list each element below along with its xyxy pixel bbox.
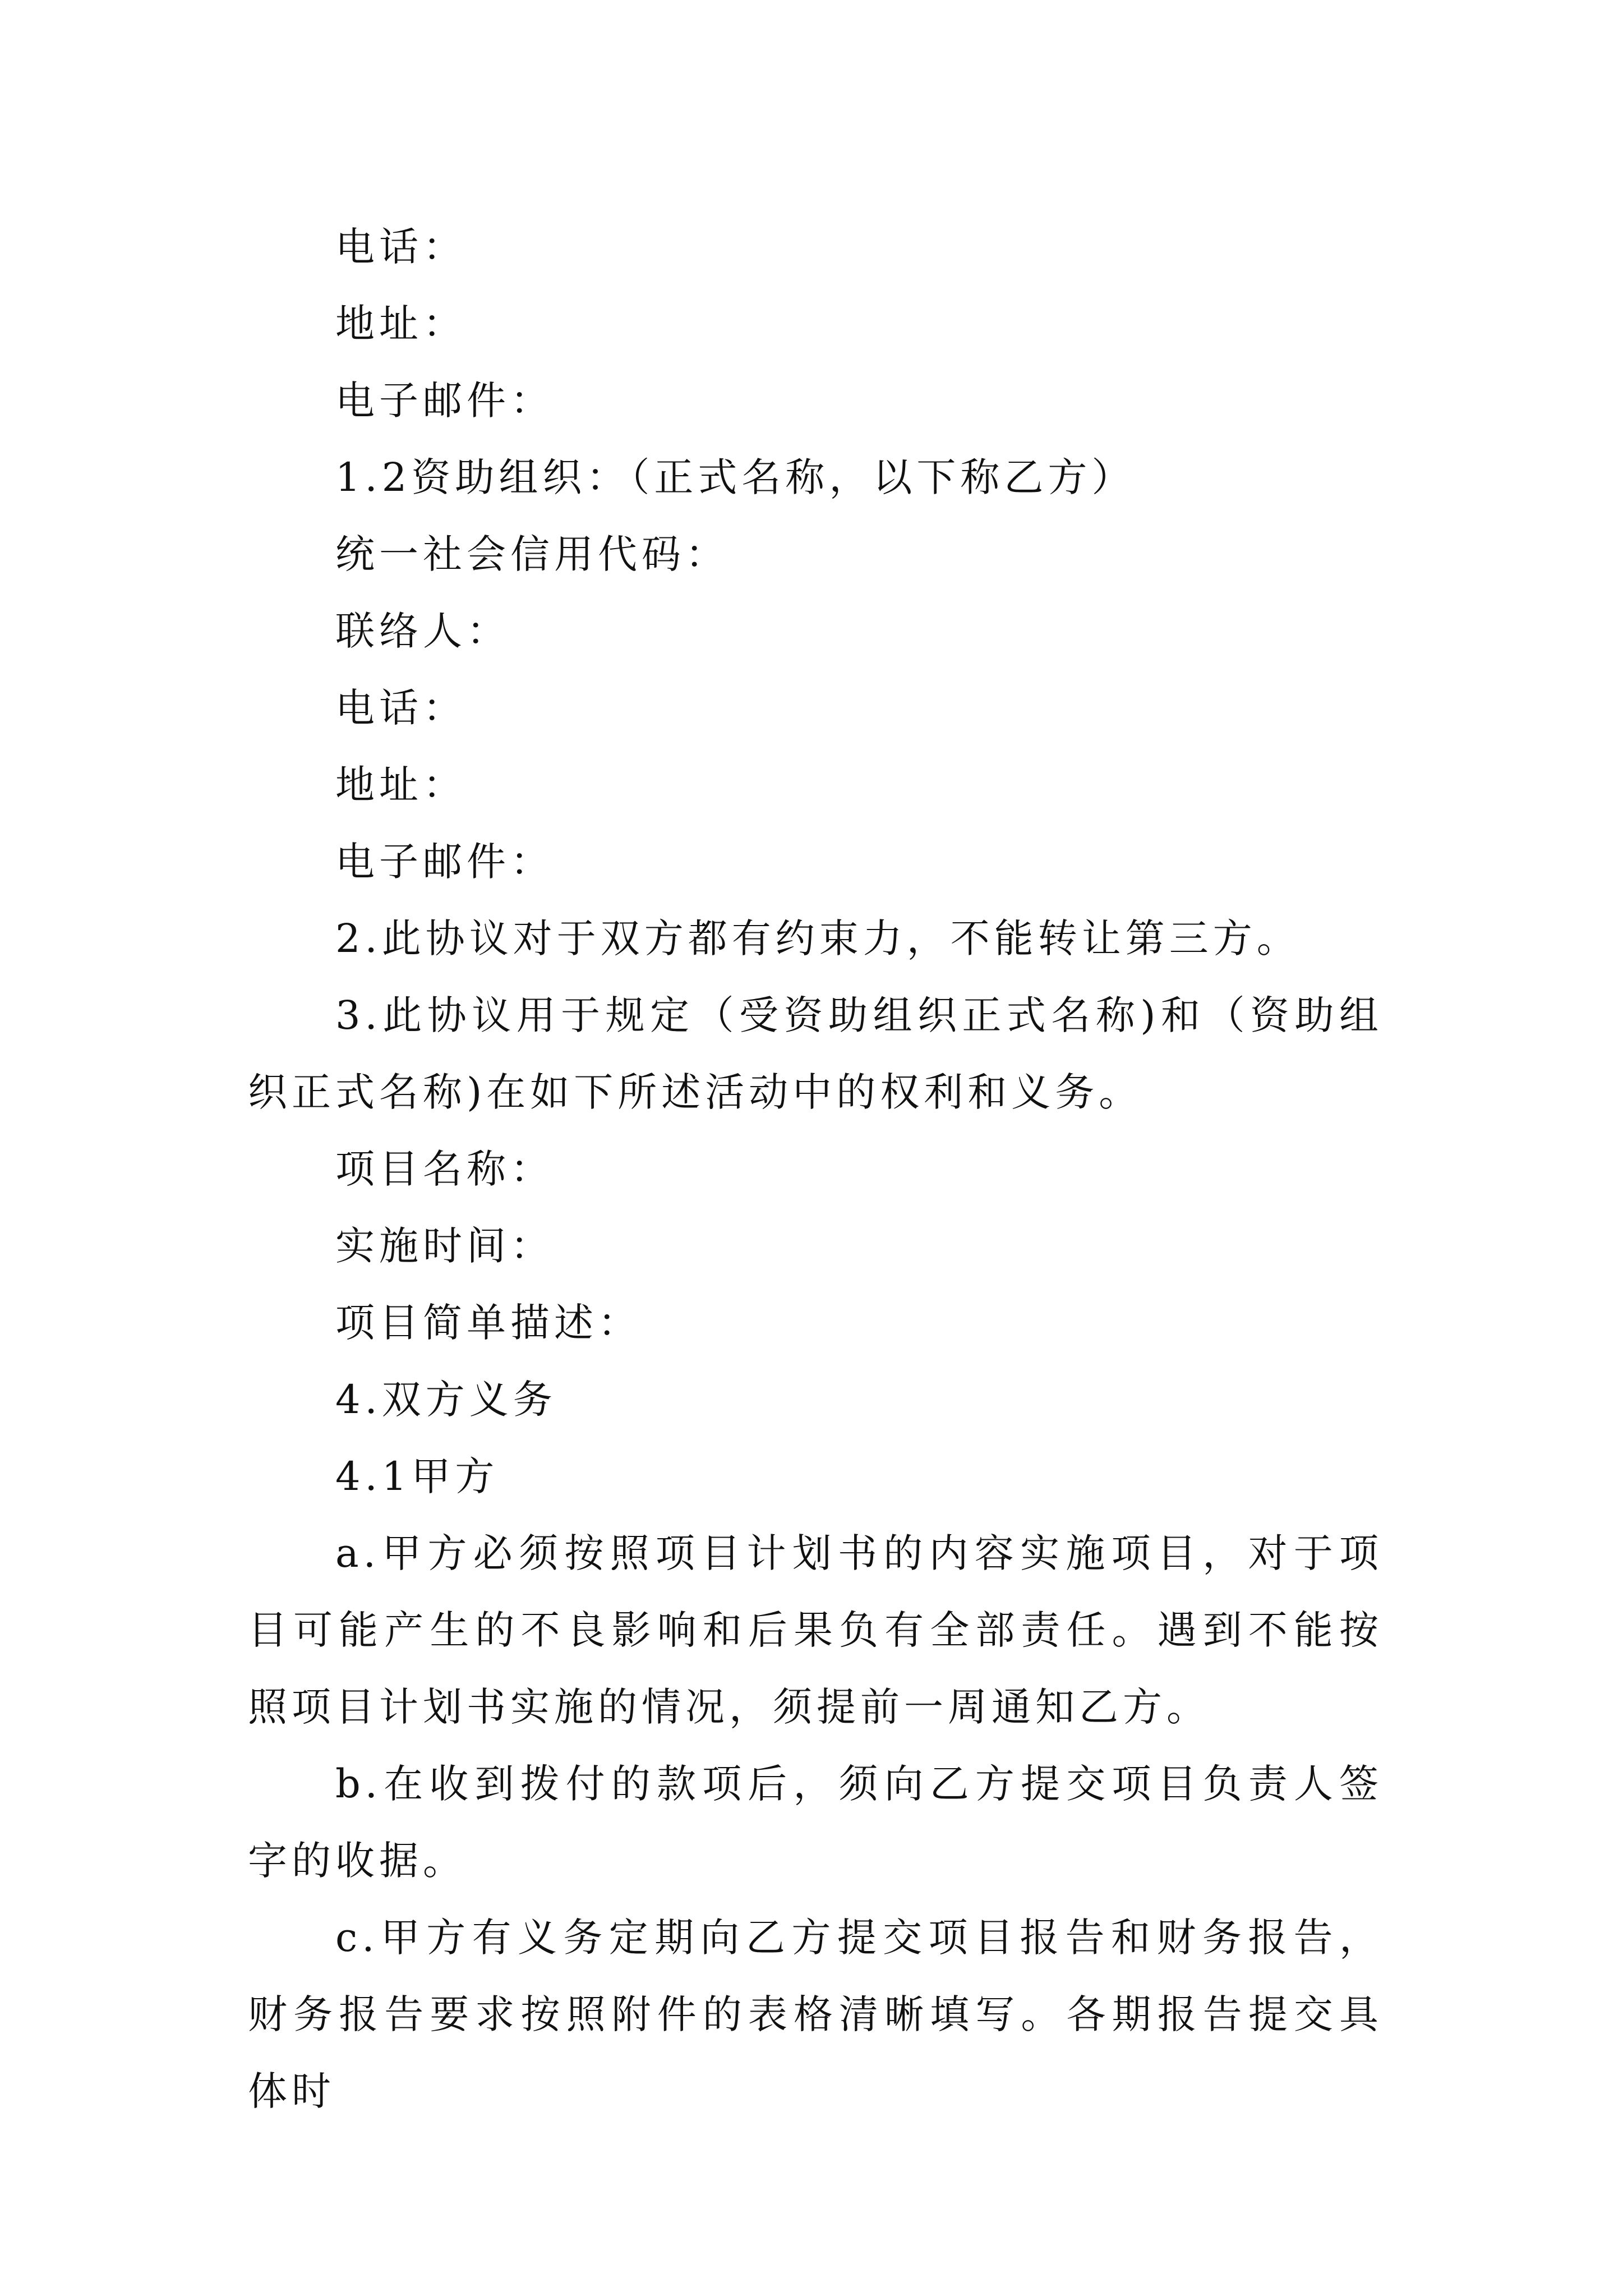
credit-code-line: 统一社会信用代码： (335, 531, 729, 577)
project-name-line: 项目名称： (335, 1146, 554, 1192)
item-a: a.甲方必须按照项目计划书的内容实施项目，对于项目可能产生的不良影响和后果负有全部责任。遇到不能按照项目计划书实施的情况，须提前一周通知乙方。 (248, 1530, 1383, 1730)
address-line-1: 地址： (335, 301, 467, 347)
phone-line-2: 电话： (335, 685, 467, 731)
clause-3: 3.此协议用于规定（受资助组织正式名称)和（资助组织正式名称)在如下所述活动中的权利和义务。 (248, 992, 1383, 1115)
address-line-2: 地址： (335, 762, 467, 808)
item-b: b.在收到拨付的款项后，须向乙方提交项目负责人签字的收据。 (248, 1761, 1383, 1884)
document-body (248, 209, 1383, 2130)
email-line-2: 电子邮件： (335, 839, 554, 885)
clause-2: 2.此协议对于双方都有约束力，不能转让第三方。 (335, 915, 1301, 961)
funding-org-line: 1.2资助组织：（正式名称，以下称乙方） (335, 454, 1136, 500)
contact-line: 联络人： (335, 608, 510, 654)
phone-line-1: 电话： (335, 224, 467, 270)
item-c: c.甲方有义务定期向乙方提交项目报告和财务报告，财务报告要求按照附件的表格清晰填写。各期报告提交具体时 (248, 1915, 1383, 2114)
clause-4-heading: 4.双方义务 (335, 1377, 557, 1423)
email-line-1: 电子邮件： (335, 378, 554, 424)
clause-4-1-heading: 4.1甲方 (335, 1453, 499, 1499)
project-description-line: 项目简单描述： (335, 1300, 642, 1346)
implementation-time-line: 实施时间： (335, 1223, 554, 1269)
